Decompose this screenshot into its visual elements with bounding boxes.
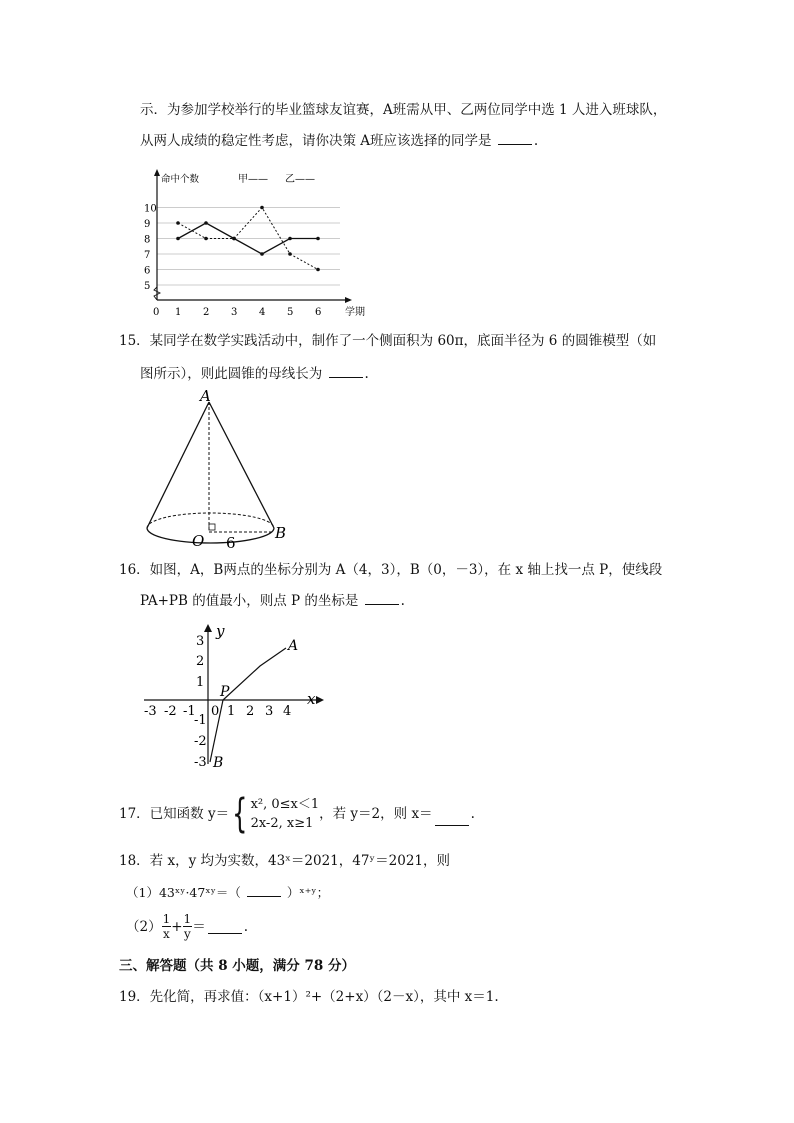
- q15-answer-blank[interactable]: [329, 364, 363, 378]
- q18-part2: [126, 912, 248, 941]
- cone-base-back: [147, 513, 274, 528]
- case-2: 2x-2, x≥1: [250, 816, 314, 831]
- x-tick-label: 2: [203, 307, 210, 318]
- axis-label-x: x: [307, 690, 316, 708]
- cone-label-A: A: [200, 387, 211, 405]
- x-tick: -2: [164, 704, 177, 719]
- section-3-heading: [119, 956, 355, 976]
- segment-PA: [223, 648, 286, 700]
- x-tick-label: 4: [259, 307, 266, 318]
- q16-line2: [140, 591, 405, 611]
- data-point: [288, 237, 292, 241]
- data-point: [316, 268, 320, 272]
- q17-line: [119, 791, 475, 837]
- frac1-denominator: x: [163, 927, 170, 941]
- q18-part1-prefix: （1）43ˣʸ·47ˣʸ＝（: [126, 885, 241, 900]
- y-tick-label: 7: [144, 250, 151, 261]
- x-tick-labels: [144, 704, 291, 719]
- right-angle-mark: [209, 524, 215, 530]
- data-point: [260, 252, 264, 256]
- q17-prefix: 17．已知函数 y＝: [119, 806, 230, 822]
- section-3-heading-text: 三、解答题（共 8 小题，满分 78 分）: [119, 958, 355, 974]
- q18-part1-suffix: ）ˣ⁺ʸ；: [286, 885, 330, 900]
- y-tick: 2: [196, 654, 205, 669]
- axis-label-y: y: [216, 622, 225, 640]
- q16-line1: [119, 560, 662, 580]
- x-tick-label: 1: [175, 307, 182, 318]
- x-tick: 2: [246, 704, 255, 719]
- chart-labels: [144, 173, 365, 318]
- q15-line2: [140, 364, 369, 384]
- data-point: [232, 237, 236, 241]
- q16-line2-text: PA+PB 的值最小，则点 P 的坐标是: [140, 593, 359, 609]
- legend-jia: 甲——: [238, 174, 268, 185]
- cone-left-edge: [147, 402, 209, 528]
- frac1-numerator: 1: [162, 912, 171, 926]
- q14-period: .: [533, 133, 539, 149]
- q18-part1: [126, 883, 329, 903]
- q18-period: .: [243, 918, 248, 935]
- q15-period: .: [364, 366, 369, 382]
- y-tick-label: 8: [144, 234, 151, 246]
- q17-answer-blank[interactable]: [435, 812, 469, 826]
- x-tick: -3: [144, 704, 157, 719]
- case-1: x², 0≤x＜1: [250, 797, 320, 812]
- q14-line2-text: 从两人成绩的稳定性考虑，请你决策 A班应该选择的同学是: [140, 133, 492, 149]
- y-tick-label: 6: [144, 265, 151, 277]
- q14-line-chart: [140, 168, 365, 318]
- plus-sign: +: [171, 918, 183, 935]
- x-tick-label: 5: [287, 307, 294, 318]
- origin-label: 0: [153, 307, 160, 318]
- point-label-A: A: [288, 638, 299, 654]
- x-tick: 3: [265, 704, 274, 719]
- q16-answer-blank[interactable]: [365, 591, 399, 605]
- q15-cone-figure: [140, 388, 300, 558]
- frac2-numerator: 1: [183, 912, 192, 926]
- y-tick-label: 10: [144, 203, 157, 215]
- y-tick-label: 9: [144, 219, 151, 230]
- data-point: [176, 221, 180, 225]
- x-axis-arrow: [345, 297, 352, 303]
- q15-line2-text: 图所示），则此圆锥的母线长为: [140, 366, 323, 382]
- y-tick: 3: [196, 634, 205, 649]
- fraction-1-over-y: [183, 912, 193, 941]
- legend-yi: 乙——: [285, 174, 315, 185]
- data-point: [204, 237, 208, 241]
- q18-part1-blank[interactable]: [247, 883, 281, 897]
- piecewise-cases: [251, 795, 320, 833]
- x-tick: 1: [227, 704, 236, 719]
- cone-label-B: B: [275, 524, 287, 542]
- data-point: [176, 237, 180, 241]
- y-tick: -2: [194, 734, 207, 749]
- data-point: [260, 206, 264, 210]
- q16-coordinate-figure: [140, 622, 330, 772]
- q14-line1-text: 示．为参加学校举行的毕业篮球友谊赛，A班需从甲、乙两位同学中选 1 人进入班球队，: [140, 102, 667, 118]
- cone-label-O: O: [192, 532, 205, 550]
- q15-line1-text: 15．某同学在数学实践活动中，制作了一个侧面积为 60π，底面半径为 6 的圆锥模型（如: [119, 333, 657, 349]
- q18-line1-text: 18．若 x，y 均为实数，43ˣ＝2021，47ʸ＝2021，则: [119, 853, 451, 869]
- q16-line1-text: 16．如图，A，B两点的坐标分别为 A（4，3），B（0，－3），在 x 轴上找一点 P，使线段: [119, 562, 663, 578]
- data-point: [288, 252, 292, 256]
- x-tick: 4: [283, 704, 292, 719]
- q18-part2-blank[interactable]: [208, 920, 242, 934]
- point-label-B: B: [213, 755, 224, 771]
- q14-line2: [140, 131, 538, 151]
- q14-line1: [140, 100, 666, 120]
- y-tick-label: 5: [144, 281, 151, 292]
- q18-part2-prefix: （2）: [126, 918, 162, 935]
- q18-line1: [119, 851, 450, 871]
- x-tick: -1: [183, 704, 196, 719]
- data-point: [204, 221, 208, 225]
- x-tick-label: 6: [315, 307, 322, 318]
- cone-label-6: 6: [226, 534, 236, 552]
- x-axis-arrow: [316, 696, 324, 704]
- q17-period: .: [470, 806, 475, 822]
- y-tick: -3: [194, 755, 207, 770]
- y-tick-labels: [194, 634, 207, 770]
- y-axis-arrow: [204, 624, 212, 632]
- q14-answer-blank[interactable]: [498, 131, 532, 145]
- y-axis-arrow: [154, 169, 160, 176]
- x-tick-label: 3: [231, 307, 238, 318]
- data-point: [316, 237, 320, 241]
- x-axis-title: 学期: [345, 307, 365, 318]
- q15-line1: [119, 331, 656, 351]
- q19-line: [119, 987, 499, 1007]
- q17-suffix: ，若 y＝2，则 x＝: [319, 806, 433, 822]
- piecewise-brace: {: [232, 791, 248, 837]
- y-axis-title: 命中个数: [161, 174, 200, 185]
- y-tick: -1: [194, 713, 207, 728]
- q19-text: 19．先化简，再求值：（x+1）²+（2+x）（2－x），其中 x＝1.: [119, 989, 499, 1005]
- q16-period: .: [400, 593, 405, 609]
- fraction-1-over-x: [162, 912, 172, 941]
- q18-part2-suffix: ＝: [192, 918, 206, 935]
- point-label-P: P: [220, 684, 230, 700]
- cone-right-edge: [209, 402, 274, 528]
- x-tick: 0: [211, 704, 220, 719]
- frac2-denominator: y: [183, 927, 191, 941]
- y-tick: 1: [196, 675, 205, 690]
